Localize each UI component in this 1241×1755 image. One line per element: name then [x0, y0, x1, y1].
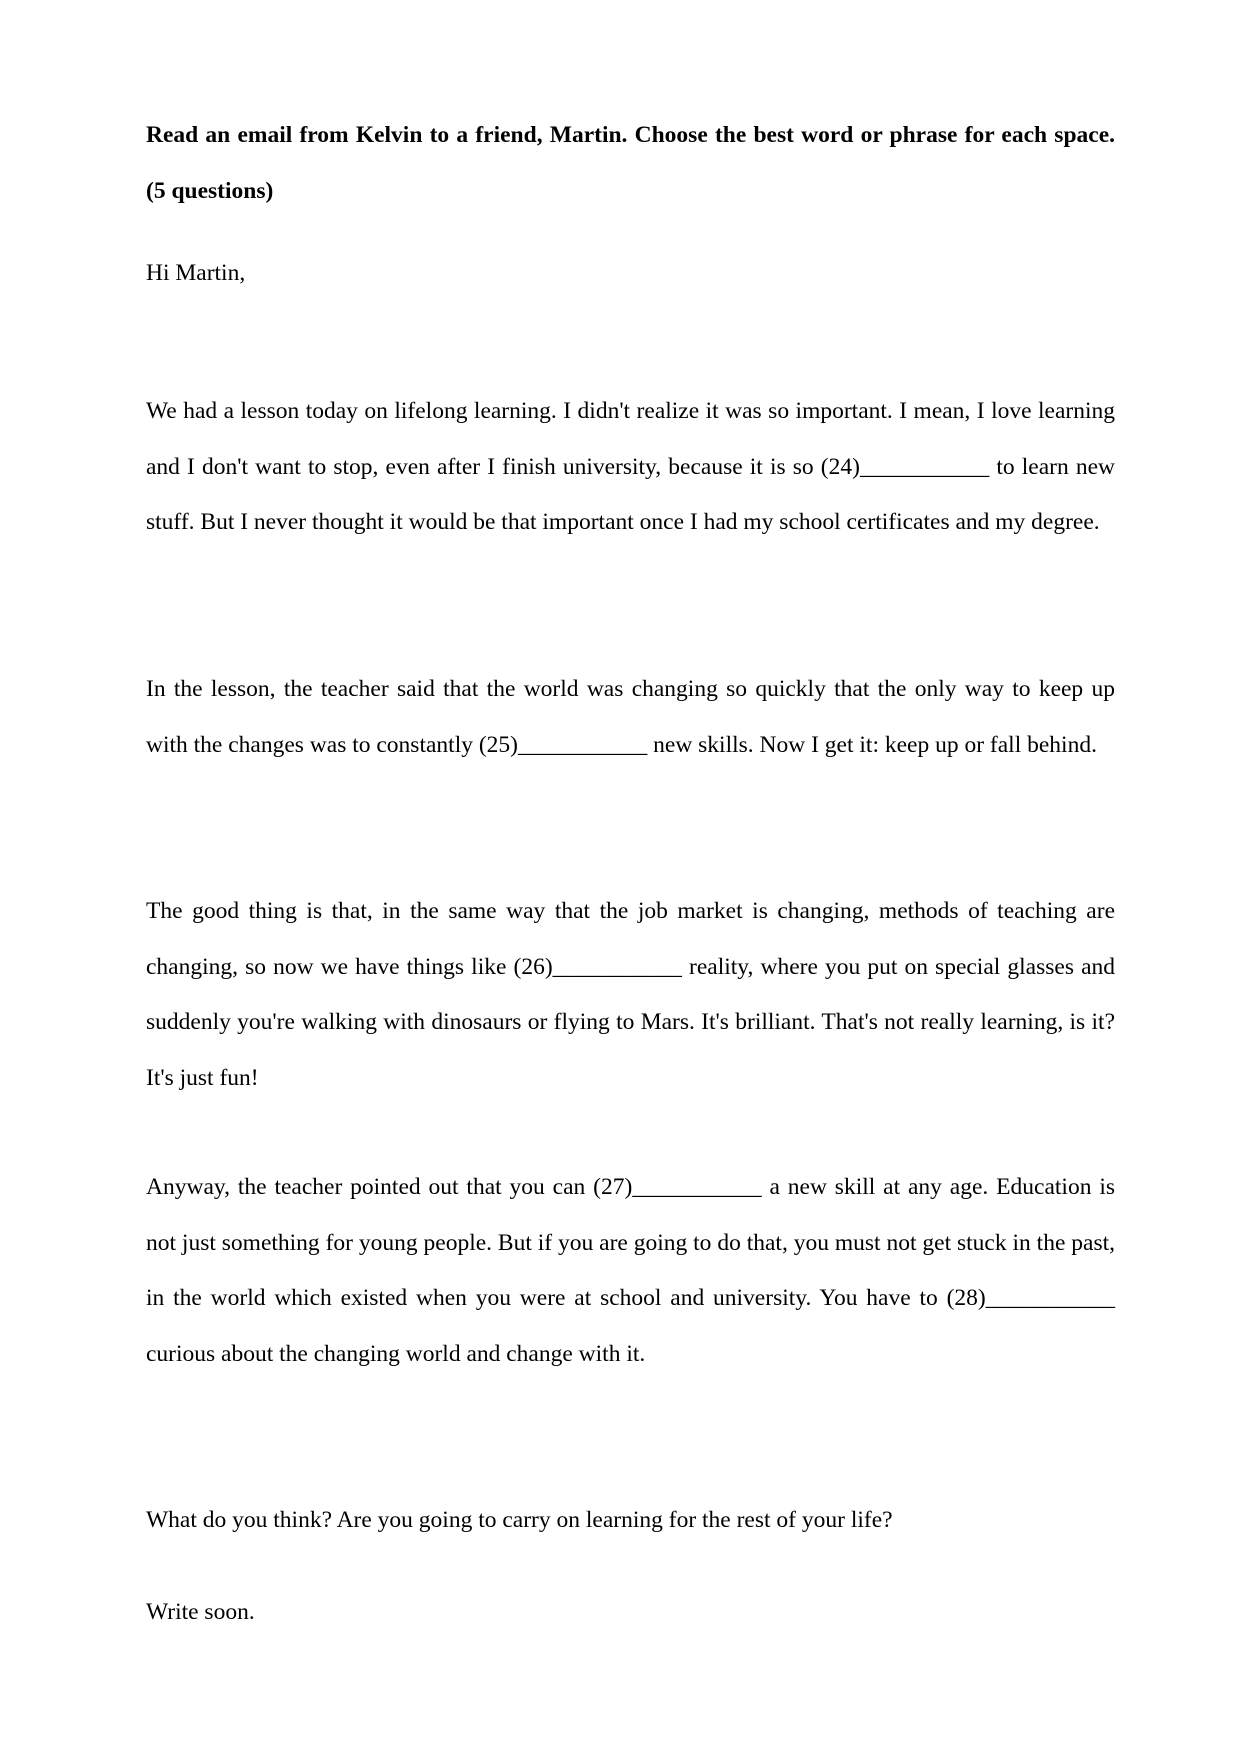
- email-paragraph-2: [146, 662, 1115, 773]
- blank-28: (28)___________: [946, 1285, 1115, 1311]
- blank-26: (26)___________: [513, 953, 682, 980]
- paragraph-text: In the lesson, the teacher said that the world was changing so quickly that the only way to keep up with the changes was to constantly: [146, 676, 1115, 758]
- email-paragraph-3: [146, 884, 1115, 1106]
- paragraph-text: reality, where you put on special glasses and suddenly you're walking with dinosaurs or flying to Mars. It's brilliant. That's not really learning, is it? It's just fun!: [146, 953, 1115, 1091]
- blank-24: (24)___________: [820, 453, 990, 480]
- paragraph-text: The good thing is that, in the same way that the job market is changing, methods of teaching are changing, so now we have things like: [146, 898, 1115, 980]
- paragraph-text: new skills. Now I get it: keep up or fall behind.: [647, 731, 1097, 758]
- blank-25: (25)___________: [478, 731, 648, 758]
- paragraph-text: curious about the changing world and change with it.: [146, 1340, 646, 1367]
- email-paragraph-1: [146, 384, 1115, 551]
- paragraph-text: Anyway, the teacher pointed out that you can: [146, 1174, 594, 1200]
- paragraph-text: to learn new stuff. But I never thought it would be that important once I had my school certificates and my degree.: [146, 453, 1115, 535]
- email-greeting: Hi Martin,: [146, 260, 246, 286]
- instructions-heading: Read an email from Kelvin to a friend, Martin. Choose the best word or phrase for each space. (5 questions): [146, 122, 1115, 204]
- email-paragraph-4: [146, 1160, 1115, 1382]
- paragraph-text: a new skill at any age. Education is not just something for young people. But if you are going to do that, you must not get stuck in the past, in the world which existed when you were at school and university. You have to: [146, 1174, 1116, 1311]
- paragraph-text: We had a lesson today on lifelong learning. I didn't realize it was so important. I mean, I love learning and I don't want to stop, even after I finish university, because it is so: [146, 398, 1115, 480]
- email-paragraph-5: What do you think? Are you going to carry on learning for the rest of your life?: [146, 1507, 893, 1533]
- email-closing: Write soon.: [146, 1599, 255, 1625]
- blank-27: (27)___________: [593, 1174, 762, 1200]
